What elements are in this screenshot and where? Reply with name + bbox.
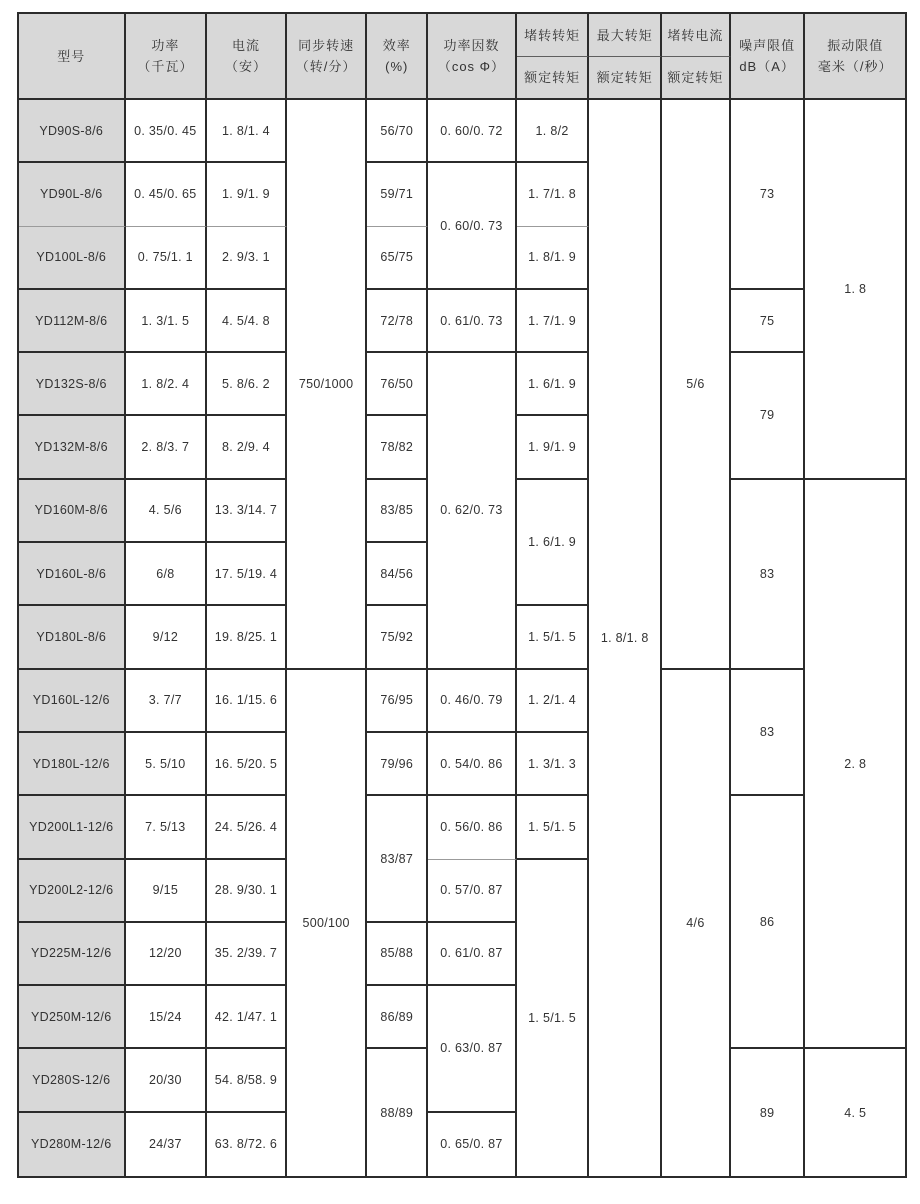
header-model [19, 14, 126, 100]
cell-model-r13: YD200L2-12/6 [19, 860, 126, 923]
header-locked_torque-bottom: 额定转矩 [517, 57, 590, 100]
cell-power-r14: 12/20 [126, 923, 208, 986]
cell-power-r16: 20/30 [126, 1049, 208, 1112]
cell-model-r9: YD180L-8/6 [19, 606, 126, 669]
cell-locked_torque-r12: 1. 5/1. 5 [517, 796, 590, 859]
cell-model-r5: YD132S-8/6 [19, 353, 126, 416]
cell-current-r15: 42. 1/47. 1 [207, 986, 287, 1049]
cell-locked_torque-r2: 1. 7/1. 8 [517, 163, 590, 226]
cell-model-r7: YD160M-8/6 [19, 480, 126, 543]
header-max_torque-top: 最大转矩 [589, 14, 662, 57]
cell-efficiency-r4: 72/78 [367, 290, 428, 353]
cell-current-r4: 4. 5/4. 8 [207, 290, 287, 353]
cell-current-r10: 16. 1/15. 6 [207, 670, 287, 733]
cell-model-r6: YD132M-8/6 [19, 416, 126, 479]
cell-cos-r17: 0. 65/0. 87 [428, 1113, 517, 1176]
cell-model-r3: YD100L-8/6 [19, 227, 126, 290]
header-vibration-line: 振动限值 [827, 38, 884, 53]
header-sync-line: （转/分） [295, 59, 357, 74]
cell-noise-r16: 89 [731, 1049, 806, 1176]
cell-locked_torque-r4: 1. 7/1. 9 [517, 290, 590, 353]
cell-cos-r15: 0. 63/0. 87 [428, 986, 517, 1113]
cell-model-r15: YD250M-12/6 [19, 986, 126, 1049]
cell-current-r12: 24. 5/26. 4 [207, 796, 287, 859]
cell-noise-r12: 86 [731, 796, 806, 1049]
cell-model-r1: YD90S-8/6 [19, 100, 126, 163]
cell-efficiency-r6: 78/82 [367, 416, 428, 479]
header-current-line: 电流 [231, 38, 260, 53]
cell-efficiency-r16: 88/89 [367, 1049, 428, 1176]
cell-power-r10: 3. 7/7 [126, 670, 208, 733]
cell-cos-r5: 0. 62/0. 73 [428, 353, 517, 669]
cell-cos-r12: 0. 56/0. 86 [428, 796, 517, 859]
cell-power-r4: 1. 3/1. 5 [126, 290, 208, 353]
cell-model-r8: YD160L-8/6 [19, 543, 126, 606]
header-efficiency-line: 效率 [382, 38, 411, 53]
cell-current-r17: 63. 8/72. 6 [207, 1113, 287, 1176]
cell-sync-r1: 750/1000 [287, 100, 368, 670]
cell-efficiency-r9: 75/92 [367, 606, 428, 669]
cell-cos-r13: 0. 57/0. 87 [428, 860, 517, 923]
cell-power-r15: 15/24 [126, 986, 208, 1049]
cell-power-r5: 1. 8/2. 4 [126, 353, 208, 416]
cell-locked_current-r10: 4/6 [662, 670, 731, 1176]
cell-power-r7: 4. 5/6 [126, 480, 208, 543]
header-efficiency [367, 14, 428, 100]
cell-noise-r10: 83 [731, 670, 806, 797]
header-power-line: 功率 [151, 38, 180, 53]
header-max_torque-bottom: 额定转矩 [589, 57, 662, 100]
header-noise-line: 噪声限值 [739, 38, 796, 53]
cell-cos-r1: 0. 60/0. 72 [428, 100, 517, 163]
cell-locked_torque-r1: 1. 8/2 [517, 100, 590, 163]
cell-vibration-r1: 1. 8 [805, 100, 905, 480]
cell-model-r4: YD112M-8/6 [19, 290, 126, 353]
cell-power-r6: 2. 8/3. 7 [126, 416, 208, 479]
cell-power-r11: 5. 5/10 [126, 733, 208, 796]
cell-current-r9: 19. 8/25. 1 [207, 606, 287, 669]
cell-efficiency-r2: 59/71 [367, 163, 428, 226]
cell-power-r9: 9/12 [126, 606, 208, 669]
header-sync [287, 14, 368, 100]
cell-power-r8: 6/8 [126, 543, 208, 606]
cell-power-r3: 0. 75/1. 1 [126, 227, 208, 290]
cell-noise-r7: 83 [731, 480, 806, 670]
header-current [207, 14, 287, 100]
header-noise-line: dB（A） [739, 59, 795, 74]
cell-model-r2: YD90L-8/6 [19, 163, 126, 226]
cell-locked_torque-r5: 1. 6/1. 9 [517, 353, 590, 416]
cell-power-r12: 7. 5/13 [126, 796, 208, 859]
cell-model-r17: YD280M-12/6 [19, 1113, 126, 1176]
header-cos-line: （cos Φ） [437, 59, 506, 74]
cell-current-r2: 1. 9/1. 9 [207, 163, 287, 226]
cell-sync-r10: 500/100 [287, 670, 368, 1176]
header-locked_torque-top: 堵转转矩 [517, 14, 590, 57]
cell-power-r17: 24/37 [126, 1113, 208, 1176]
cell-model-r10: YD160L-12/6 [19, 670, 126, 733]
cell-current-r11: 16. 5/20. 5 [207, 733, 287, 796]
cell-efficiency-r15: 86/89 [367, 986, 428, 1049]
cell-efficiency-r11: 79/96 [367, 733, 428, 796]
cell-cos-r11: 0. 54/0. 86 [428, 733, 517, 796]
header-cos-line: 功率因数 [443, 38, 500, 53]
header-locked_current-top: 堵转电流 [662, 14, 731, 57]
header-efficiency-line: (%) [385, 59, 409, 74]
cell-locked_torque-r6: 1. 9/1. 9 [517, 416, 590, 479]
cell-cos-r4: 0. 61/0. 73 [428, 290, 517, 353]
cell-current-r1: 1. 8/1. 4 [207, 100, 287, 163]
cell-current-r8: 17. 5/19. 4 [207, 543, 287, 606]
cell-locked_torque-r11: 1. 3/1. 3 [517, 733, 590, 796]
cell-power-r2: 0. 45/0. 65 [126, 163, 208, 226]
header-current-line: （安） [224, 59, 267, 74]
cell-locked_torque-r7: 1. 6/1. 9 [517, 480, 590, 607]
header-power-line: （千瓦） [137, 59, 194, 74]
cell-model-r16: YD280S-12/6 [19, 1049, 126, 1112]
header-cos [428, 14, 517, 100]
cell-locked_current-r1: 5/6 [662, 100, 731, 670]
cell-efficiency-r8: 84/56 [367, 543, 428, 606]
cell-efficiency-r5: 76/50 [367, 353, 428, 416]
cell-current-r6: 8. 2/9. 4 [207, 416, 287, 479]
cell-efficiency-r10: 76/95 [367, 670, 428, 733]
cell-model-r11: YD180L-12/6 [19, 733, 126, 796]
cell-locked_torque-r3: 1. 8/1. 9 [517, 227, 590, 290]
cell-power-r1: 0. 35/0. 45 [126, 100, 208, 163]
cell-noise-r4: 75 [731, 290, 806, 353]
cell-vibration-r16: 4. 5 [805, 1049, 905, 1176]
cell-current-r14: 35. 2/39. 7 [207, 923, 287, 986]
cell-efficiency-r3: 65/75 [367, 227, 428, 290]
cell-model-r12: YD200L1-12/6 [19, 796, 126, 859]
header-noise [731, 14, 806, 100]
cell-locked_torque-r9: 1. 5/1. 5 [517, 606, 590, 669]
cell-locked_torque-r13: 1. 5/1. 5 [517, 860, 590, 1176]
cell-efficiency-r14: 85/88 [367, 923, 428, 986]
cell-noise-r1: 73 [731, 100, 806, 290]
cell-cos-r10: 0. 46/0. 79 [428, 670, 517, 733]
cell-efficiency-r12: 83/87 [367, 796, 428, 923]
cell-current-r3: 2. 9/3. 1 [207, 227, 287, 290]
cell-max_torque-r1: 1. 8/1. 8 [589, 100, 662, 1176]
header-vibration-line: 毫米（/秒） [817, 59, 893, 74]
cell-locked_torque-r10: 1. 2/1. 4 [517, 670, 590, 733]
cell-current-r13: 28. 9/30. 1 [207, 860, 287, 923]
cell-power-r13: 9/15 [126, 860, 208, 923]
header-vibration [805, 14, 905, 100]
cell-current-r7: 13. 3/14. 7 [207, 480, 287, 543]
cell-cos-r2: 0. 60/0. 73 [428, 163, 517, 290]
header-sync-line: 同步转速 [298, 38, 355, 53]
spec-table [17, 12, 907, 1178]
cell-current-r5: 5. 8/6. 2 [207, 353, 287, 416]
cell-efficiency-r1: 56/70 [367, 100, 428, 163]
cell-noise-r5: 79 [731, 353, 806, 480]
header-locked_current-bottom: 额定转矩 [662, 57, 731, 100]
header-power [126, 14, 208, 100]
cell-model-r14: YD225M-12/6 [19, 923, 126, 986]
cell-cos-r14: 0. 61/0. 87 [428, 923, 517, 986]
header-model-line: 型号 [57, 48, 86, 64]
cell-current-r16: 54. 8/58. 9 [207, 1049, 287, 1112]
cell-efficiency-r7: 83/85 [367, 480, 428, 543]
cell-vibration-r7: 2. 8 [805, 480, 905, 1050]
